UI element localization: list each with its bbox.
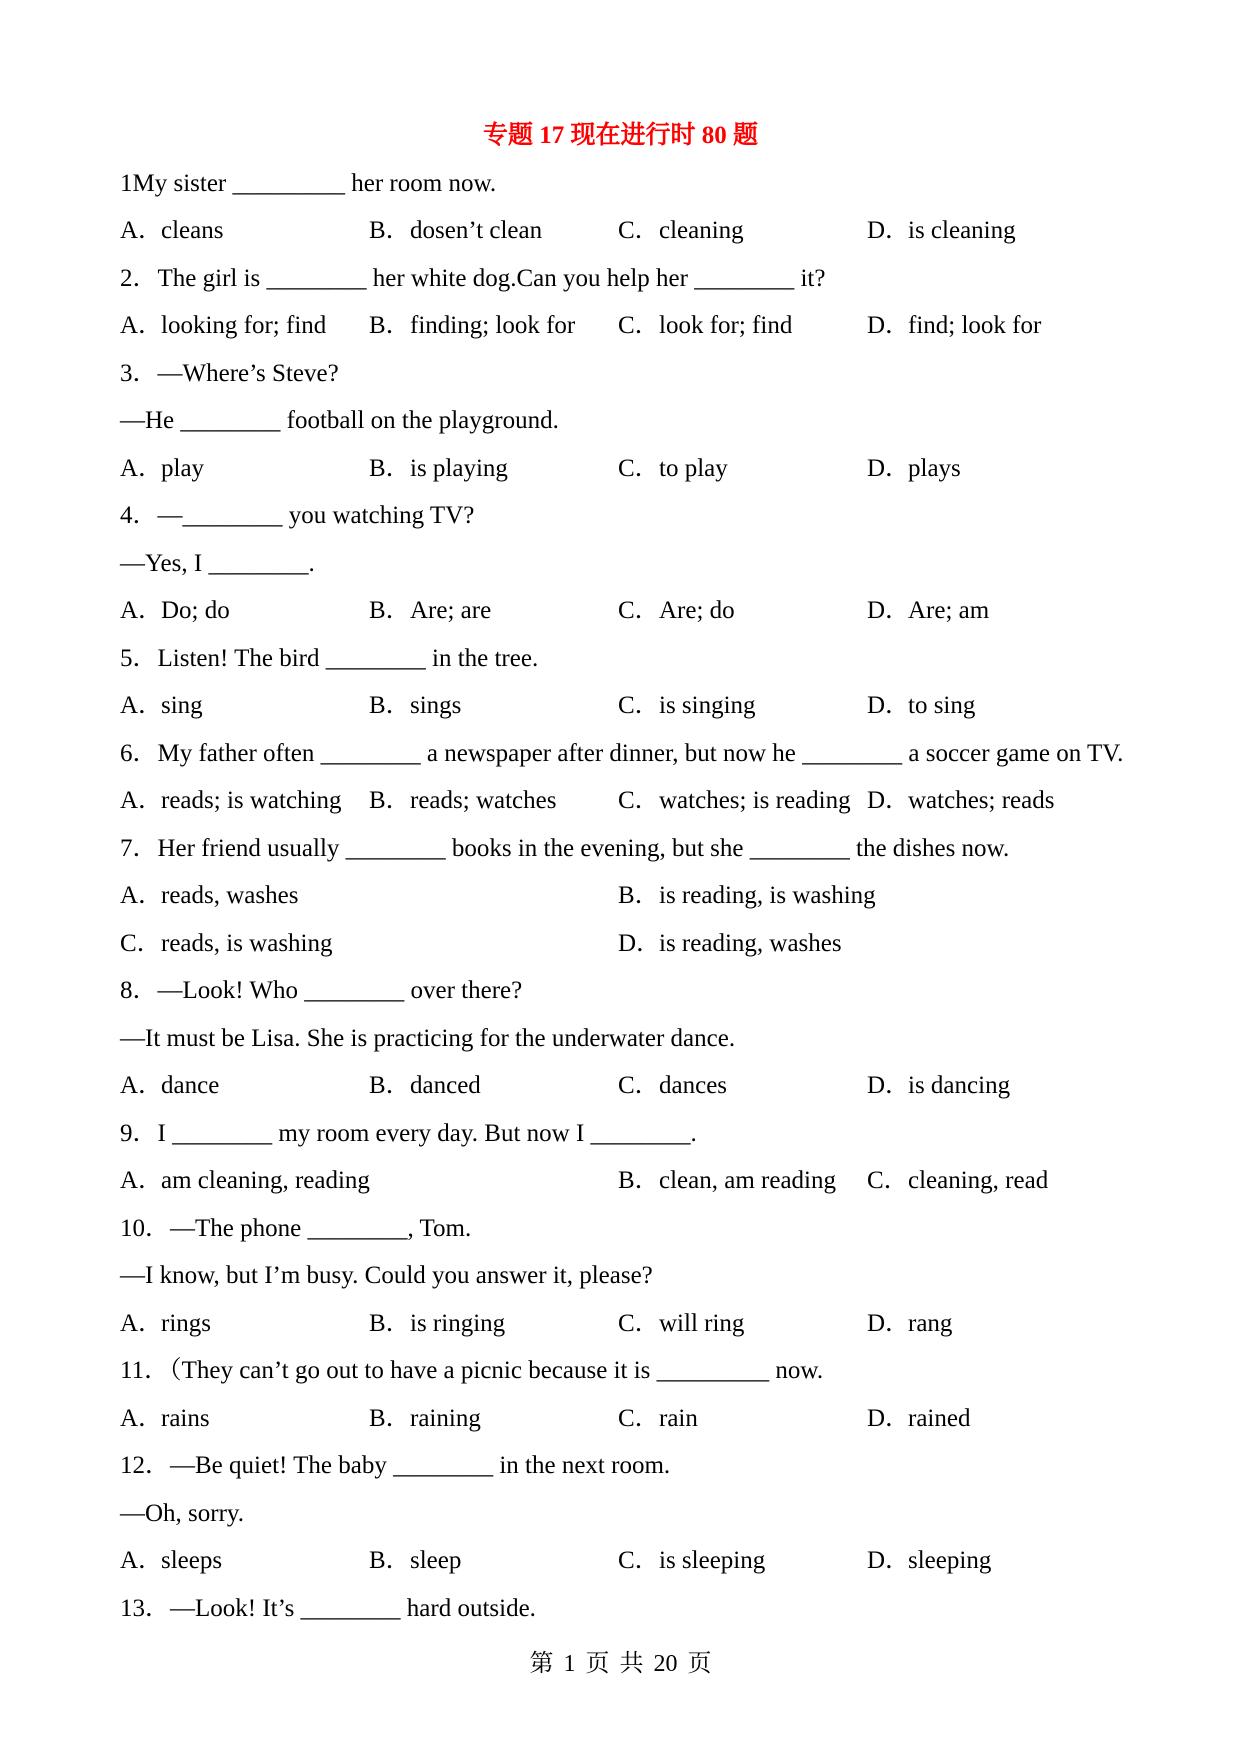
option-text: is reading, is washing xyxy=(659,882,876,909)
option-text: Are; am xyxy=(908,597,990,624)
option-label: D． xyxy=(867,1072,911,1099)
option-d xyxy=(867,777,1054,825)
option-label: A． xyxy=(120,1309,164,1337)
option-c xyxy=(618,445,728,493)
option-b xyxy=(369,207,542,255)
option-d xyxy=(867,445,961,493)
option-label: A． xyxy=(120,454,164,482)
option-text: dosen’t clean xyxy=(410,217,543,244)
question-12-stem: 12．—Be quiet! The baby ________ in the next room. xyxy=(120,1452,671,1479)
option-d xyxy=(867,302,1041,350)
option-b xyxy=(369,682,461,730)
option-text: is sleeping xyxy=(659,1547,766,1574)
option-b xyxy=(618,1157,836,1205)
option-c xyxy=(618,1062,727,1110)
option-a xyxy=(120,302,326,350)
option-c xyxy=(618,587,735,635)
option-label: B． xyxy=(369,217,411,244)
option-text: to play xyxy=(659,454,728,482)
question-12-options xyxy=(120,1537,1121,1585)
option-text: rains xyxy=(161,1404,210,1432)
option-text: cleans xyxy=(161,217,224,244)
question-9-stem: 9．I ________ my room every day. But now I ________. xyxy=(120,1119,697,1147)
option-text: reads, is washing xyxy=(161,929,333,957)
option-label: D． xyxy=(867,597,911,624)
option-text: reads; watches xyxy=(410,787,557,814)
option-text: watches; reads xyxy=(908,787,1055,814)
option-text: cleaning, read xyxy=(908,1167,1049,1194)
option-label: C． xyxy=(867,1167,909,1194)
option-a xyxy=(120,872,298,920)
option-c xyxy=(120,920,333,968)
option-text: find; look for xyxy=(908,312,1042,339)
option-a xyxy=(120,777,342,825)
option-text: is playing xyxy=(410,454,508,482)
option-a xyxy=(120,1157,370,1205)
option-label: D． xyxy=(867,312,911,339)
option-text: to sing xyxy=(908,692,976,719)
option-b xyxy=(618,872,876,920)
option-text: is singing xyxy=(659,692,756,719)
question-4-options xyxy=(120,587,1121,635)
question-9-options xyxy=(120,1157,1121,1205)
question-2-options xyxy=(120,302,1121,350)
option-label: D． xyxy=(867,1404,911,1432)
option-label: D． xyxy=(867,454,911,482)
option-text: is cleaning xyxy=(908,217,1016,244)
option-label: D． xyxy=(867,217,911,244)
option-d xyxy=(867,1300,952,1348)
question-list xyxy=(120,160,1124,1633)
option-label: B． xyxy=(369,312,411,339)
option-label: C． xyxy=(618,1072,660,1099)
option-text: Do; do xyxy=(161,597,230,624)
question-3-reply: —He ________ football on the playground. xyxy=(120,407,559,434)
option-text: clean, am reading xyxy=(659,1167,836,1194)
option-label: B． xyxy=(369,1072,411,1099)
option-b xyxy=(369,1537,461,1585)
question-11-stem: 11．（They can’t go out to have a picnic because it is _________ now. xyxy=(120,1357,824,1384)
question-10-reply: —I know, but I’m busy. Could you answer it, please? xyxy=(120,1262,653,1289)
question-4-reply: —Yes, I ________. xyxy=(120,549,315,577)
question-3-stem: 3．—Where’s Steve? xyxy=(120,359,339,387)
option-d xyxy=(867,207,1016,255)
option-a xyxy=(120,1395,210,1443)
option-label: C． xyxy=(618,1309,660,1337)
question-10-options xyxy=(120,1300,1121,1348)
question-3-options xyxy=(120,445,1121,493)
question-1-options xyxy=(120,207,1121,255)
option-label: A． xyxy=(120,882,164,909)
option-text: rain xyxy=(659,1404,698,1432)
option-d xyxy=(867,587,989,635)
option-a xyxy=(120,1062,219,1110)
option-label: A． xyxy=(120,692,164,719)
question-2-stem: 2．The girl is ________ her white dog.Can you help her ________ it? xyxy=(120,264,826,292)
page-footer: 第 1 页 共 20 页 xyxy=(529,1651,712,1677)
option-label: B． xyxy=(369,454,411,482)
question-8-reply: —It must be Lisa. She is practicing for the underwater dance. xyxy=(120,1024,736,1052)
question-12-reply: —Oh, sorry. xyxy=(120,1499,245,1527)
option-label: C． xyxy=(618,1547,660,1574)
option-d xyxy=(867,1395,970,1443)
question-4-stem: 4．—________ you watching TV? xyxy=(120,502,475,529)
option-text: Are; are xyxy=(410,597,492,624)
question-1-stem: 1My sister _________ her room now. xyxy=(120,169,497,197)
option-d xyxy=(867,1537,991,1585)
option-text: play xyxy=(161,454,205,482)
option-text: is reading, washes xyxy=(659,929,842,957)
option-d xyxy=(867,682,975,730)
question-7-stem: 7．Her friend usually ________ books in the evening, but she ________ the dishes now. xyxy=(120,834,1010,862)
option-label: D． xyxy=(867,692,911,719)
option-c xyxy=(618,1395,698,1443)
option-text: looking for; find xyxy=(161,312,327,339)
option-label: C． xyxy=(618,312,660,339)
option-a xyxy=(120,445,204,493)
option-text: am cleaning, reading xyxy=(161,1167,370,1194)
option-text: danced xyxy=(410,1072,481,1099)
option-text: sings xyxy=(410,692,462,719)
question-8-stem: 8．—Look! Who ________ over there? xyxy=(120,977,523,1004)
option-a xyxy=(120,1300,211,1348)
option-label: C． xyxy=(618,597,660,624)
option-text: reads, washes xyxy=(161,882,299,909)
option-label: C． xyxy=(618,692,660,719)
option-label: D． xyxy=(867,787,911,814)
option-text: reads; is watching xyxy=(161,787,342,814)
option-text: dances xyxy=(659,1072,728,1099)
option-text: look for; find xyxy=(659,312,793,339)
option-text: plays xyxy=(908,454,961,482)
option-label: C． xyxy=(618,217,660,244)
option-a xyxy=(120,207,223,255)
option-label: B． xyxy=(369,597,411,624)
option-c xyxy=(867,1157,1048,1205)
option-label: D． xyxy=(867,1547,911,1574)
option-d xyxy=(618,920,842,968)
option-c xyxy=(618,1537,765,1585)
option-text: rings xyxy=(161,1309,211,1337)
question-8-options xyxy=(120,1062,1121,1110)
option-text: finding; look for xyxy=(410,312,576,339)
question-5-options xyxy=(120,682,1121,730)
option-label: D． xyxy=(618,929,662,957)
option-a xyxy=(120,1537,222,1585)
option-label: A． xyxy=(120,217,164,244)
option-text: is dancing xyxy=(908,1072,1011,1099)
option-label: B． xyxy=(369,692,411,719)
option-label: B． xyxy=(369,787,411,814)
option-c xyxy=(618,1300,744,1348)
option-label: C． xyxy=(618,787,660,814)
option-b xyxy=(369,1300,505,1348)
question-7-options-row-1 xyxy=(120,872,1121,920)
option-text: rained xyxy=(908,1404,971,1432)
option-label: A． xyxy=(120,787,164,814)
option-c xyxy=(618,302,792,350)
option-d xyxy=(867,1062,1010,1110)
option-text: sleeps xyxy=(161,1547,223,1574)
option-label: C． xyxy=(120,929,162,957)
option-text: watches; is reading xyxy=(659,787,851,814)
page-title: 专题 17 现在进行时 80 题 xyxy=(482,122,758,149)
option-label: A． xyxy=(120,312,164,339)
question-13-stem: 13．—Look! It’s ________ hard outside. xyxy=(120,1594,536,1622)
question-11-options xyxy=(120,1395,1121,1443)
option-label: A． xyxy=(120,1072,164,1099)
option-a xyxy=(120,682,203,730)
option-label: A． xyxy=(120,1404,164,1432)
option-label: A． xyxy=(120,597,164,624)
option-text: sing xyxy=(161,692,203,719)
option-text: will ring xyxy=(659,1309,745,1337)
option-text: raining xyxy=(410,1404,481,1432)
option-c xyxy=(618,207,744,255)
option-label: B． xyxy=(618,882,660,909)
option-label: A． xyxy=(120,1547,164,1574)
option-a xyxy=(120,587,230,635)
option-c xyxy=(618,777,851,825)
option-text: rang xyxy=(908,1309,953,1337)
option-label: D． xyxy=(867,1309,911,1337)
option-label: C． xyxy=(618,454,660,482)
option-text: dance xyxy=(161,1072,220,1099)
option-c xyxy=(618,682,756,730)
option-b xyxy=(369,1062,481,1110)
option-label: A． xyxy=(120,1167,164,1194)
question-6-stem: 6．My father often ________ a newspaper after dinner, but now he ________ a soccer game on TV. xyxy=(120,739,1124,767)
option-label: B． xyxy=(618,1167,660,1194)
question-10-stem: 10．—The phone ________, Tom. xyxy=(120,1214,472,1242)
question-5-stem: 5．Listen! The bird ________ in the tree. xyxy=(120,644,539,672)
option-label: C． xyxy=(618,1404,660,1432)
option-b xyxy=(369,777,556,825)
option-text: sleep xyxy=(410,1547,462,1574)
option-label: B． xyxy=(369,1309,411,1337)
option-text: is ringing xyxy=(410,1309,506,1337)
option-text: Are; do xyxy=(659,597,735,624)
option-text: cleaning xyxy=(659,217,744,244)
option-b xyxy=(369,587,491,635)
option-label: B． xyxy=(369,1547,411,1574)
option-b xyxy=(369,445,508,493)
question-7-options-row-2 xyxy=(120,920,1121,968)
option-label: B． xyxy=(369,1404,411,1432)
question-6-options xyxy=(120,777,1121,825)
option-b xyxy=(369,1395,481,1443)
option-b xyxy=(369,302,575,350)
option-text: sleeping xyxy=(908,1547,992,1574)
